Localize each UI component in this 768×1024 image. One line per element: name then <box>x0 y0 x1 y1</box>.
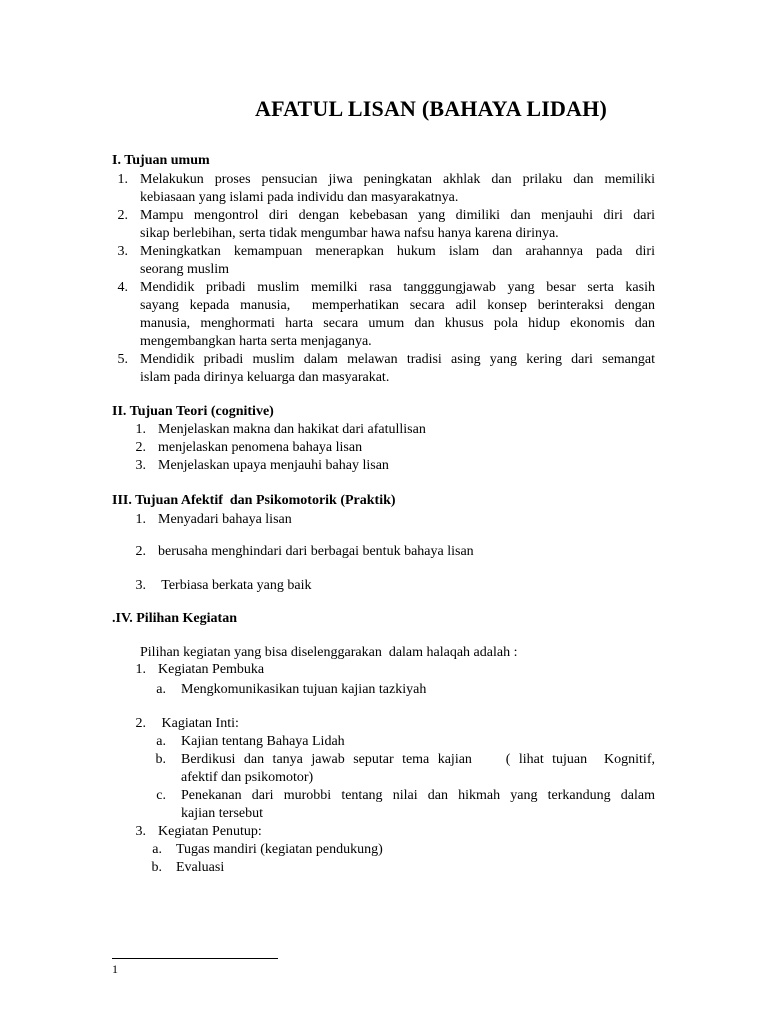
list-line: Mendidik pribadi muslim dalam melawan tradisi asing yang kering dari semangat <box>140 352 655 367</box>
list-line: kebiasaan yang islami pada individu dan masyarakatnya. <box>140 190 459 205</box>
list-number: 2. <box>135 716 146 731</box>
list-number: 2. <box>135 544 146 559</box>
list-line: sikap berlebihan, serta tidak mengumbar hawa nafsu hanya karena dirinya. <box>140 226 559 241</box>
list-line: afektif dan psikomotor) <box>181 770 314 785</box>
list-line: Meningkatkan kemampuan menerapkan hukum islam dan arahannya pada diri <box>140 244 655 259</box>
list-line: Mengkomunikasikan tujuan kajian tazkiyah <box>181 682 427 697</box>
sub-list-letter: b. <box>151 860 162 875</box>
document-title: AFATUL LISAN (BAHAYA LIDAH) <box>255 96 607 121</box>
footnote-separator <box>112 958 278 959</box>
list-line: sayang kepada manusia, memperhatikan secara adil konsep berinteraksi dengan <box>140 298 655 313</box>
sub-list-letter: b. <box>155 752 166 767</box>
sub-list-letter: c. <box>156 788 166 803</box>
list-number: 5. <box>117 352 128 367</box>
list-line: Berdikusi dan tanya jawab seputar tema kajian ( lihat tujuan Kognitif, <box>181 752 655 767</box>
list-line: Menjelaskan makna dan hakikat dari afatullisan <box>158 422 426 437</box>
list-number: 1. <box>135 662 146 677</box>
list-line: Melakukun proses pensucian jiwa peningkatan akhlak dan prilaku dan memiliki <box>140 172 655 187</box>
list-number: 1. <box>135 512 146 527</box>
list-line: mengembangkan harta serta menjaganya. <box>140 334 372 349</box>
list-line: manusia, menghormati harta secara umum dan khusus pola hidup ekonomis dan <box>140 316 655 331</box>
list-line: Kegiatan Pembuka <box>158 662 265 677</box>
list-line: kajian tersebut <box>181 806 264 821</box>
list-number: 1. <box>117 172 128 187</box>
list-line: Evaluasi <box>176 860 225 875</box>
sub-list-letter: a. <box>156 734 166 749</box>
list-number: 4. <box>117 280 128 295</box>
list-line: Menjelaskan upaya menjauhi bahay lisan <box>158 458 389 473</box>
list-line: Kegiatan Penutup: <box>158 824 262 839</box>
list-number: 2. <box>117 208 128 223</box>
list-number: 3. <box>135 824 146 839</box>
list-number: 2. <box>135 440 146 455</box>
list-number: 3. <box>135 578 146 593</box>
list-line: menjelaskan penomena bahaya lisan <box>158 440 363 455</box>
list-line: seorang muslim <box>140 262 230 277</box>
list-number: 3. <box>135 458 146 473</box>
section-heading-pilihan-kegiatan: .IV. Pilihan Kegiatan <box>112 611 237 626</box>
list-number: 1. <box>135 422 146 437</box>
section-heading-tujuan-umum: I. Tujuan umum <box>112 153 210 168</box>
list-line: Mendidik pribadi muslim memilki rasa tangggungjawab yang besar serta kasih <box>140 280 655 295</box>
list-line: Penekanan dari murobbi tentang nilai dan hikmah yang terkandung dalam <box>181 788 655 803</box>
section-heading-tujuan-teori: II. Tujuan Teori (cognitive) <box>112 404 274 419</box>
list-line: Kagiatan Inti: <box>158 716 239 731</box>
list-number: 3. <box>117 244 128 259</box>
footnote-number: 1 <box>112 962 118 976</box>
sub-list-letter: a. <box>152 842 162 857</box>
list-line: Kajian tentang Bahaya Lidah <box>181 734 345 749</box>
sub-list-letter: a. <box>156 682 166 697</box>
section-heading-tujuan-afektif: III. Tujuan Afektif dan Psikomotorik (Praktik) <box>112 493 396 508</box>
list-line: islam pada dirinya keluarga dan masyarakat. <box>140 370 390 385</box>
section-intro: Pilihan kegiatan yang bisa diselenggarakan dalam halaqah adalah : <box>140 645 518 660</box>
list-line: berusaha menghindari dari berbagai bentuk bahaya lisan <box>158 544 474 559</box>
list-line: Terbiasa berkata yang baik <box>158 578 312 593</box>
list-line: Mampu mengontrol diri dengan kebebasan yang dimiliki dan menjauhi diri dari <box>140 208 655 223</box>
list-line: Tugas mandiri (kegiatan pendukung) <box>176 842 383 857</box>
list-line: Menyadari bahaya lisan <box>158 512 292 527</box>
